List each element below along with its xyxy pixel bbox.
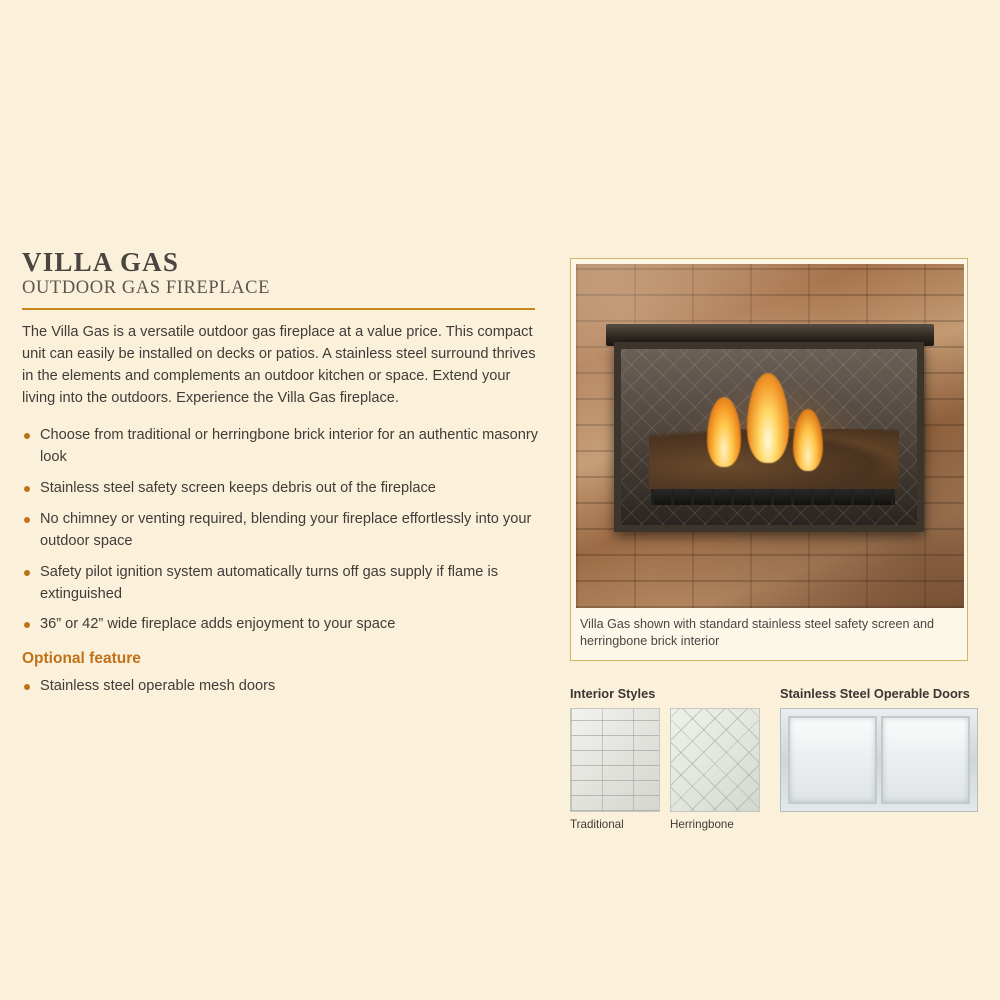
stainless-doors-group — [780, 686, 978, 812]
stainless-doors-swatch[interactable] — [780, 708, 978, 812]
optional-feature-list — [22, 676, 550, 698]
fireplace-photo — [576, 264, 964, 608]
feature-list — [22, 425, 550, 636]
swatch-label: Herringbone — [670, 818, 734, 831]
interior-style-tiles — [570, 708, 760, 831]
stainless-doors-heading: Stainless Steel Operable Doors — [780, 686, 970, 701]
door-pair — [788, 716, 970, 804]
optional-feature-heading: Optional feature — [22, 650, 141, 668]
page-subtitle: OUTDOOR GAS FIREPLACE — [22, 278, 270, 299]
firebox-frame — [614, 342, 924, 532]
product-image-column — [570, 258, 978, 661]
interior-styles-heading: Interior Styles — [570, 686, 656, 701]
title-divider — [22, 308, 535, 310]
list-item: Safety pilot ignition system automatically turns off gas supply if flame is extinguished — [22, 562, 550, 606]
list-item: Choose from traditional or herringbone brick interior for an authentic masonry look — [22, 425, 550, 469]
interior-styles-group — [570, 686, 760, 831]
traditional-brick-swatch[interactable] — [570, 708, 660, 812]
product-info-column — [22, 248, 550, 707]
swatch-label: Traditional — [570, 818, 624, 831]
list-item: No chimney or venting required, blending your fireplace effortlessly into your outdoor space — [22, 509, 550, 553]
list-item: Stainless steel safety screen keeps debris out of the fireplace — [22, 478, 550, 500]
swatch-traditional[interactable] — [570, 708, 660, 831]
hero-caption: Villa Gas shown with standard stainless steel safety screen and herringbone brick interior — [580, 617, 934, 649]
swatch-herringbone[interactable] — [670, 708, 760, 831]
herringbone-brick-swatch[interactable] — [670, 708, 760, 812]
list-item: 36” or 42” wide fireplace adds enjoyment to your space — [22, 614, 550, 636]
intro-paragraph: The Villa Gas is a versatile outdoor gas fireplace at a value price. This compact unit can easily be installed on decks or patios. A stainless steel surround thrives in the elements and complements an outdoor kitchen or space. Extend your living into the outdoors. Experience the Villa Gas fireplace. — [22, 323, 536, 407]
door-left — [788, 716, 877, 804]
page-title: VILLA GAS — [22, 247, 180, 277]
log-grate — [651, 489, 895, 505]
door-right — [881, 716, 970, 804]
list-item: Stainless steel operable mesh doors — [22, 676, 550, 698]
hero-image-box — [570, 258, 968, 661]
